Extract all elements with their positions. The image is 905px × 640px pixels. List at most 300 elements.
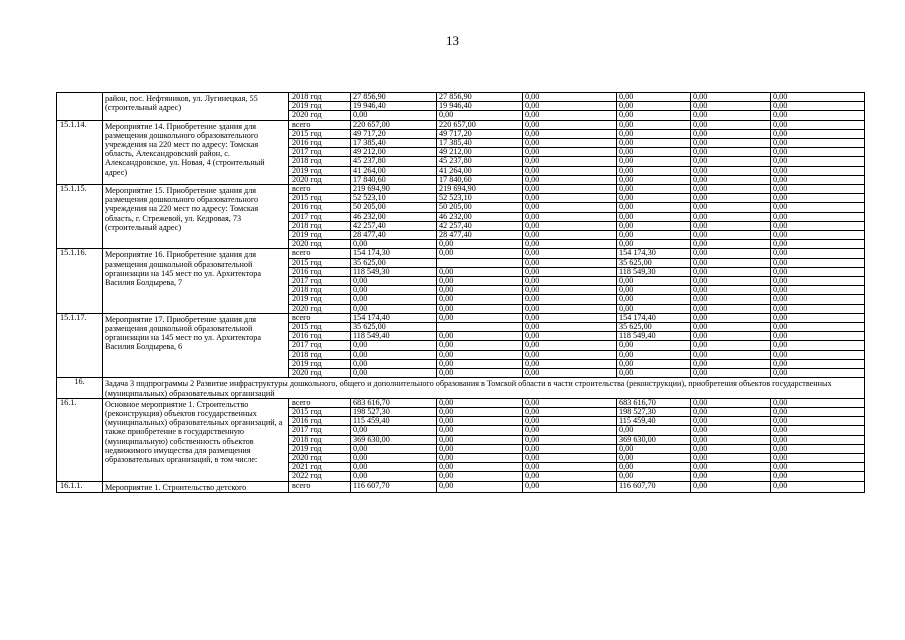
value-cell: 0,00	[771, 102, 865, 111]
value-cell: 50 205,00	[351, 203, 437, 212]
value-cell: 0,00	[771, 212, 865, 221]
value-cell: 0,00	[523, 323, 617, 332]
value-cell: 0,00	[771, 426, 865, 435]
period-cell: 2018 год	[289, 221, 351, 230]
value-cell: 0,00	[691, 417, 771, 426]
period-cell: 2019 год	[289, 166, 351, 175]
value-cell	[437, 323, 523, 332]
value-cell: 0,00	[617, 444, 691, 453]
period-cell: 2021 год	[289, 463, 351, 472]
value-cell: 19 946,40	[351, 102, 437, 111]
value-cell: 0,00	[691, 407, 771, 416]
value-cell: 0,00	[771, 398, 865, 407]
value-cell: 0,00	[523, 417, 617, 426]
value-cell: 0,00	[691, 194, 771, 203]
value-cell: 0,00	[617, 166, 691, 175]
value-cell: 0,00	[691, 148, 771, 157]
value-cell: 0,00	[771, 221, 865, 230]
period-cell: 2020 год	[289, 369, 351, 378]
value-cell: 0,00	[771, 332, 865, 341]
value-cell: 0,00	[771, 417, 865, 426]
value-cell: 0,00	[437, 249, 523, 258]
value-cell: 0,00	[523, 111, 617, 120]
value-cell: 0,00	[771, 481, 865, 492]
value-cell: 0,00	[351, 240, 437, 249]
period-cell: 2020 год	[289, 240, 351, 249]
value-cell: 0,00	[617, 277, 691, 286]
period-cell: 2017 год	[289, 212, 351, 221]
period-cell: 2020 год	[289, 175, 351, 184]
value-cell: 0,00	[523, 129, 617, 138]
period-cell: 2016 год	[289, 203, 351, 212]
value-cell: 0,00	[691, 185, 771, 194]
value-cell: 0,00	[437, 304, 523, 313]
value-cell: 0,00	[523, 286, 617, 295]
row-code: 15.1.14.	[57, 120, 103, 184]
value-cell: 0,00	[437, 407, 523, 416]
table-row	[57, 481, 865, 492]
value-cell: 0,00	[691, 398, 771, 407]
value-cell: 0,00	[771, 111, 865, 120]
value-cell: 41 264,00	[437, 166, 523, 175]
value-cell: 0,00	[771, 231, 865, 240]
row-description: Мероприятие 14. Приобретение здания для размещения дошкольного образовательного учреждения на 220 мест по адресу: Томская область, Александровский район, с. Александровское, ул. Новая, 4 (строительный адрес)	[103, 120, 289, 184]
value-cell: 683 616,70	[617, 398, 691, 407]
value-cell: 0,00	[351, 111, 437, 120]
value-cell: 0,00	[523, 148, 617, 157]
table-row	[57, 249, 865, 258]
value-cell: 0,00	[771, 453, 865, 462]
value-cell: 0,00	[617, 286, 691, 295]
row-description: Мероприятие 15. Приобретение здания для размещения дошкольного образовательного учреждения на 220 мест по адресу: Томская область, г. Стрежевой, ул. Кедровая, 73 (строительный адрес)	[103, 185, 289, 249]
value-cell: 17 385,40	[437, 139, 523, 148]
value-cell: 0,00	[437, 277, 523, 286]
value-cell: 0,00	[617, 453, 691, 462]
period-cell: 2016 год	[289, 417, 351, 426]
value-cell: 0,00	[437, 398, 523, 407]
period-cell: 2019 год	[289, 295, 351, 304]
value-cell: 0,00	[617, 341, 691, 350]
period-cell: 2017 год	[289, 277, 351, 286]
period-cell: всего	[289, 120, 351, 129]
value-cell: 0,00	[523, 369, 617, 378]
period-cell: 2016 год	[289, 332, 351, 341]
value-cell: 0,00	[351, 304, 437, 313]
value-cell: 0,00	[437, 111, 523, 120]
value-cell: 0,00	[691, 369, 771, 378]
value-cell: 0,00	[523, 481, 617, 492]
value-cell: 0,00	[771, 93, 865, 102]
period-cell: всего	[289, 313, 351, 322]
value-cell: 0,00	[617, 194, 691, 203]
value-cell: 0,00	[523, 359, 617, 368]
period-cell: 2018 год	[289, 350, 351, 359]
value-cell: 0,00	[691, 277, 771, 286]
value-cell: 0,00	[771, 359, 865, 368]
value-cell: 0,00	[523, 120, 617, 129]
value-cell: 0,00	[691, 175, 771, 184]
value-cell: 0,00	[691, 120, 771, 129]
value-cell: 0,00	[771, 407, 865, 416]
value-cell: 198 527,30	[617, 407, 691, 416]
value-cell: 118 549,30	[617, 267, 691, 276]
value-cell: 0,00	[437, 472, 523, 481]
value-cell: 198 527,30	[351, 407, 437, 416]
value-cell: 0,00	[437, 240, 523, 249]
value-cell: 0,00	[437, 417, 523, 426]
value-cell: 0,00	[523, 249, 617, 258]
value-cell: 17 385,40	[351, 139, 437, 148]
row-code: 16.1.	[57, 398, 103, 481]
value-cell: 45 237,80	[437, 157, 523, 166]
value-cell: 0,00	[351, 350, 437, 359]
value-cell: 52 523,10	[351, 194, 437, 203]
value-cell: 45 237,80	[351, 157, 437, 166]
value-cell: 220 657,00	[351, 120, 437, 129]
value-cell: 0,00	[691, 359, 771, 368]
value-cell: 0,00	[523, 341, 617, 350]
value-cell: 0,00	[771, 194, 865, 203]
value-cell: 0,00	[437, 332, 523, 341]
value-cell: 17 840,60	[351, 175, 437, 184]
value-cell: 0,00	[523, 332, 617, 341]
value-cell: 49 212,00	[437, 148, 523, 157]
value-cell: 0,00	[523, 435, 617, 444]
value-cell: 49 717,20	[351, 129, 437, 138]
value-cell: 0,00	[437, 435, 523, 444]
period-cell: всего	[289, 185, 351, 194]
value-cell: 0,00	[617, 139, 691, 148]
value-cell: 0,00	[523, 93, 617, 102]
value-cell: 116 607,70	[617, 481, 691, 492]
value-cell: 0,00	[351, 369, 437, 378]
value-cell: 49 212,00	[351, 148, 437, 157]
value-cell: 0,00	[771, 120, 865, 129]
value-cell: 369 630,00	[617, 435, 691, 444]
value-cell: 0,00	[771, 323, 865, 332]
value-cell: 0,00	[523, 304, 617, 313]
value-cell: 219 694,90	[437, 185, 523, 194]
value-cell: 0,00	[691, 102, 771, 111]
value-cell: 0,00	[691, 332, 771, 341]
row-description: Основное мероприятие 1. Строительство (реконструкция) объектов государственных (муниципальных) образовательных организаций, а также приобретение в государственную (муниципальную) собственность объектов недвижимого имущества для размещения образовательных организаций, в том числе:	[103, 398, 289, 481]
period-cell: 2016 год	[289, 139, 351, 148]
value-cell: 0,00	[437, 426, 523, 435]
value-cell: 0,00	[691, 203, 771, 212]
value-cell: 27 856,90	[437, 93, 523, 102]
value-cell: 0,00	[617, 369, 691, 378]
value-cell: 0,00	[691, 323, 771, 332]
value-cell: 0,00	[691, 240, 771, 249]
value-cell: 0,00	[691, 129, 771, 138]
value-cell: 0,00	[523, 212, 617, 221]
row-code: 15.1.15.	[57, 185, 103, 249]
value-cell: 0,00	[771, 166, 865, 175]
value-cell: 0,00	[617, 185, 691, 194]
value-cell: 0,00	[771, 444, 865, 453]
value-cell: 0,00	[351, 453, 437, 462]
period-cell: 2018 год	[289, 435, 351, 444]
value-cell: 0,00	[691, 444, 771, 453]
period-cell: 2016 год	[289, 267, 351, 276]
value-cell: 0,00	[617, 295, 691, 304]
value-cell: 118 549,30	[351, 267, 437, 276]
value-cell: 0,00	[437, 369, 523, 378]
value-cell: 0,00	[771, 129, 865, 138]
value-cell: 0,00	[523, 231, 617, 240]
value-cell: 0,00	[691, 267, 771, 276]
value-cell: 42 257,40	[351, 221, 437, 230]
value-cell: 0,00	[351, 341, 437, 350]
value-cell: 0,00	[351, 359, 437, 368]
value-cell: 115 459,40	[351, 417, 437, 426]
value-cell: 0,00	[617, 111, 691, 120]
value-cell: 42 257,40	[437, 221, 523, 230]
value-cell: 0,00	[437, 295, 523, 304]
value-cell: 0,00	[351, 463, 437, 472]
task-description: Задача 3 подпрограммы 2 Развитие инфраструктуры дошкольного, общего и дополнительного образования в Томской области в части строительства (реконструкции), приобретения объектов государственных (муниципальных) образовательных организаций	[103, 378, 865, 398]
value-cell: 0,00	[617, 175, 691, 184]
period-cell: 2017 год	[289, 341, 351, 350]
value-cell: 0,00	[617, 120, 691, 129]
value-cell: 0,00	[617, 212, 691, 221]
value-cell: 0,00	[691, 93, 771, 102]
value-cell: 0,00	[351, 426, 437, 435]
value-cell: 0,00	[617, 240, 691, 249]
period-cell: 2019 год	[289, 102, 351, 111]
value-cell: 0,00	[617, 472, 691, 481]
table-body	[57, 93, 865, 493]
value-cell: 0,00	[437, 341, 523, 350]
period-cell: 2015 год	[289, 194, 351, 203]
value-cell: 0,00	[691, 453, 771, 462]
value-cell: 0,00	[523, 313, 617, 322]
period-cell: 2022 год	[289, 472, 351, 481]
value-cell: 683 616,70	[351, 398, 437, 407]
period-cell: 2018 год	[289, 93, 351, 102]
value-cell: 0,00	[437, 286, 523, 295]
value-cell: 0,00	[691, 426, 771, 435]
value-cell: 0,00	[437, 267, 523, 276]
value-cell: 0,00	[771, 295, 865, 304]
period-cell: 2019 год	[289, 231, 351, 240]
value-cell: 50 205,00	[437, 203, 523, 212]
value-cell	[437, 258, 523, 267]
value-cell: 0,00	[523, 267, 617, 276]
value-cell: 0,00	[771, 267, 865, 276]
value-cell: 0,00	[771, 472, 865, 481]
page-number: 13	[446, 33, 459, 48]
value-cell: 0,00	[617, 359, 691, 368]
value-cell: 0,00	[351, 472, 437, 481]
value-cell: 27 856,90	[351, 93, 437, 102]
value-cell: 116 607,70	[351, 481, 437, 492]
value-cell: 35 625,00	[617, 258, 691, 267]
value-cell: 41 264,00	[351, 166, 437, 175]
period-cell: всего	[289, 249, 351, 258]
value-cell: 0,00	[617, 304, 691, 313]
value-cell: 0,00	[437, 350, 523, 359]
value-cell: 0,00	[771, 175, 865, 184]
value-cell: 0,00	[771, 313, 865, 322]
value-cell: 0,00	[617, 426, 691, 435]
value-cell: 0,00	[771, 369, 865, 378]
value-cell: 0,00	[523, 426, 617, 435]
period-cell: 2015 год	[289, 323, 351, 332]
period-cell: 2020 год	[289, 304, 351, 313]
value-cell: 0,00	[523, 350, 617, 359]
value-cell: 0,00	[523, 166, 617, 175]
value-cell: 0,00	[523, 221, 617, 230]
value-cell: 0,00	[691, 249, 771, 258]
value-cell: 0,00	[437, 444, 523, 453]
value-cell: 0,00	[523, 444, 617, 453]
value-cell: 0,00	[523, 295, 617, 304]
row-code: 16.1.1.	[57, 481, 103, 492]
value-cell: 0,00	[771, 249, 865, 258]
value-cell: 0,00	[523, 407, 617, 416]
value-cell: 118 549,40	[351, 332, 437, 341]
value-cell: 220 657,00	[437, 120, 523, 129]
value-cell: 118 549,40	[617, 332, 691, 341]
value-cell: 35 625,00	[351, 323, 437, 332]
value-cell: 0,00	[523, 185, 617, 194]
value-cell: 28 477,40	[351, 231, 437, 240]
value-cell: 0,00	[351, 286, 437, 295]
period-cell: 2020 год	[289, 111, 351, 120]
period-cell: 2017 год	[289, 148, 351, 157]
value-cell: 0,00	[691, 472, 771, 481]
value-cell: 0,00	[523, 175, 617, 184]
value-cell: 0,00	[351, 444, 437, 453]
value-cell: 0,00	[771, 157, 865, 166]
value-cell: 0,00	[523, 203, 617, 212]
value-cell: 219 694,90	[351, 185, 437, 194]
value-cell: 0,00	[771, 148, 865, 157]
period-cell: 2015 год	[289, 258, 351, 267]
value-cell: 0,00	[523, 277, 617, 286]
value-cell: 154 174,30	[617, 249, 691, 258]
value-cell: 0,00	[617, 102, 691, 111]
value-cell: 0,00	[691, 166, 771, 175]
value-cell: 0,00	[691, 435, 771, 444]
table-row	[57, 185, 865, 194]
row-code	[57, 93, 103, 121]
value-cell: 46 232,00	[437, 212, 523, 221]
value-cell: 0,00	[691, 481, 771, 492]
value-cell: 0,00	[771, 240, 865, 249]
period-cell: всего	[289, 398, 351, 407]
value-cell: 46 232,00	[351, 212, 437, 221]
value-cell: 0,00	[617, 231, 691, 240]
value-cell: 35 625,00	[351, 258, 437, 267]
value-cell: 28 477,40	[437, 231, 523, 240]
value-cell: 0,00	[437, 359, 523, 368]
row-description: Мероприятие 1. Строительство детского	[103, 481, 289, 492]
value-cell: 0,00	[617, 129, 691, 138]
value-cell: 0,00	[617, 203, 691, 212]
value-cell: 0,00	[691, 258, 771, 267]
value-cell: 0,00	[691, 313, 771, 322]
period-cell: 2018 год	[289, 286, 351, 295]
value-cell: 154 174,30	[351, 249, 437, 258]
task-row	[57, 378, 865, 398]
value-cell: 115 459,40	[617, 417, 691, 426]
value-cell: 0,00	[523, 194, 617, 203]
task-code: 16.	[57, 378, 103, 398]
table-row	[57, 313, 865, 322]
value-cell: 0,00	[523, 102, 617, 111]
value-cell: 0,00	[771, 203, 865, 212]
value-cell: 19 946,40	[437, 102, 523, 111]
value-cell: 0,00	[691, 295, 771, 304]
value-cell: 0,00	[523, 472, 617, 481]
value-cell: 369 630,00	[351, 435, 437, 444]
value-cell: 49 717,20	[437, 129, 523, 138]
value-cell: 0,00	[523, 240, 617, 249]
table-row	[57, 398, 865, 407]
value-cell: 0,00	[617, 148, 691, 157]
value-cell: 17 840,60	[437, 175, 523, 184]
value-cell: 52 523,10	[437, 194, 523, 203]
value-cell: 0,00	[437, 453, 523, 462]
value-cell: 0,00	[523, 139, 617, 148]
value-cell: 0,00	[617, 93, 691, 102]
row-code: 15.1.16.	[57, 249, 103, 313]
period-cell: 2015 год	[289, 129, 351, 138]
period-cell: 2019 год	[289, 359, 351, 368]
table-row	[57, 120, 865, 129]
value-cell: 0,00	[771, 286, 865, 295]
value-cell: 0,00	[523, 453, 617, 462]
value-cell: 0,00	[437, 481, 523, 492]
value-cell: 0,00	[351, 277, 437, 286]
value-cell: 0,00	[771, 350, 865, 359]
value-cell: 0,00	[617, 350, 691, 359]
period-cell: 2017 год	[289, 426, 351, 435]
value-cell: 0,00	[523, 398, 617, 407]
row-description: Мероприятие 17. Приобретение здания для размещения дошкольной образовательной организации на 145 мест по ул. Архитектора Василия Болдырева, 6	[103, 313, 289, 377]
value-cell: 0,00	[771, 139, 865, 148]
value-cell: 0,00	[523, 258, 617, 267]
value-cell: 0,00	[691, 221, 771, 230]
budget-table	[56, 92, 865, 493]
value-cell: 0,00	[351, 295, 437, 304]
value-cell: 0,00	[691, 231, 771, 240]
value-cell: 0,00	[771, 277, 865, 286]
row-code: 15.1.17.	[57, 313, 103, 377]
value-cell: 0,00	[617, 157, 691, 166]
value-cell: 0,00	[691, 463, 771, 472]
value-cell: 0,00	[771, 304, 865, 313]
period-cell: 2018 год	[289, 157, 351, 166]
value-cell: 0,00	[437, 463, 523, 472]
value-cell: 35 625,00	[617, 323, 691, 332]
value-cell: 0,00	[691, 157, 771, 166]
value-cell: 0,00	[691, 212, 771, 221]
value-cell: 154 174,40	[351, 313, 437, 322]
value-cell: 0,00	[691, 139, 771, 148]
value-cell: 0,00	[691, 350, 771, 359]
value-cell: 0,00	[771, 341, 865, 350]
period-cell: 2015 год	[289, 407, 351, 416]
value-cell: 0,00	[691, 286, 771, 295]
table-row	[57, 93, 865, 102]
value-cell: 0,00	[691, 304, 771, 313]
period-cell: 2019 год	[289, 444, 351, 453]
row-description: Мероприятие 16. Приобретение здания для размещения дошкольной образовательной организации на 145 мест по ул. Архитектора Василия Болдырева, 7	[103, 249, 289, 313]
value-cell: 0,00	[617, 463, 691, 472]
